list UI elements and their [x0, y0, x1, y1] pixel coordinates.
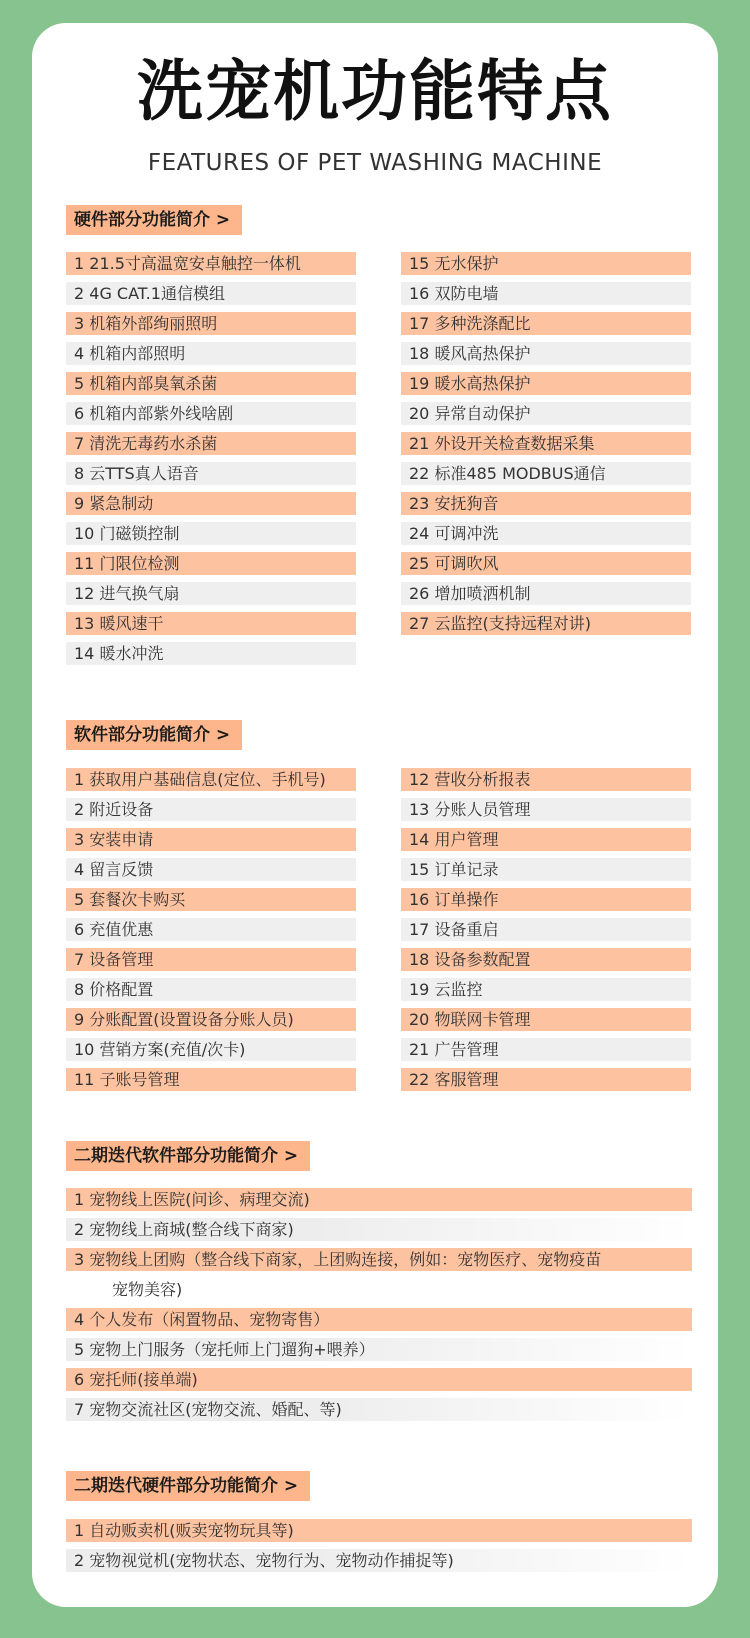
list-item: 24 可调冲洗 — [401, 522, 691, 545]
list-item: 4 机箱内部照明 — [66, 342, 356, 365]
list-item: 13 分账人员管理 — [401, 798, 691, 821]
list-item: 4 留言反馈 — [66, 858, 356, 881]
page-subtitle: FEATURES OF PET WASHING MACHINE — [147, 150, 603, 176]
list-item: 18 设备参数配置 — [401, 948, 691, 971]
list-item: 20 物联网卡管理 — [401, 1008, 691, 1031]
list-item: 18 暖风高热保护 — [401, 342, 691, 365]
list-item: 10 门磁锁控制 — [66, 522, 356, 545]
list-item: 16 双防电墙 — [401, 282, 691, 305]
section-heading-hardware: 硬件部分功能简介 > — [66, 205, 242, 235]
list-item: 8 云TTS真人语音 — [66, 462, 356, 485]
list-item: 5 机箱内部臭氧杀菌 — [66, 372, 356, 395]
list-item: 11 门限位检测 — [66, 552, 356, 575]
list-item: 6 充值优惠 — [66, 918, 356, 941]
list-item: 22 标准485 MODBUS通信 — [401, 462, 691, 485]
list-item: 14 暖水冲洗 — [66, 642, 356, 665]
list-item: 25 可调吹风 — [401, 552, 691, 575]
list-item: 1 宠物线上医院(问诊、病理交流) — [66, 1188, 692, 1211]
list-item: 16 订单操作 — [401, 888, 691, 911]
list-item: 15 无水保护 — [401, 252, 691, 275]
list-item: 4 个人发布（闲置物品、宠物寄售） — [66, 1308, 692, 1331]
list-item: 12 进气换气扇 — [66, 582, 356, 605]
list-item: 11 子账号管理 — [66, 1068, 356, 1091]
list-item: 23 安抚狗音 — [401, 492, 691, 515]
list-item: 21 外设开关检查数据采集 — [401, 432, 691, 455]
list-item: 2 4G CAT.1通信模组 — [66, 282, 356, 305]
list-item: 7 清洗无毒药水杀菌 — [66, 432, 356, 455]
list-item: 3 宠物线上团购（整合线下商家，上团购连接，例如：宠物医疗、宠物疫苗 — [66, 1248, 692, 1271]
list-item: 17 多种洗涤配比 — [401, 312, 691, 335]
list-item: 8 价格配置 — [66, 978, 356, 1001]
list-item: 6 宠托师(接单端) — [66, 1368, 692, 1391]
list-item: 3 安装申请 — [66, 828, 356, 851]
list-item: 1 获取用户基础信息(定位、手机号) — [66, 768, 356, 791]
list-item: 7 设备管理 — [66, 948, 356, 971]
list-item: 6 机箱内部紫外线啥剧 — [66, 402, 356, 425]
section-heading-software: 软件部分功能简介 > — [66, 720, 242, 750]
section-heading-phase2-hardware: 二期迭代硬件部分功能简介 > — [66, 1471, 310, 1501]
list-item: 3 机箱外部绚丽照明 — [66, 312, 356, 335]
list-item: 13 暖风速干 — [66, 612, 356, 635]
list-item: 2 宠物线上商城(整合线下商家) — [66, 1218, 692, 1241]
list-item: 2 附近设备 — [66, 798, 356, 821]
list-item-continuation: 宠物美容) — [112, 1280, 183, 1299]
list-item: 7 宠物交流社区(宠物交流、婚配、等) — [66, 1398, 692, 1421]
list-item: 5 宠物上门服务（宠托师上门遛狗+喂养） — [66, 1338, 692, 1361]
list-item: 27 云监控(支持远程对讲) — [401, 612, 691, 635]
list-item: 22 客服管理 — [401, 1068, 691, 1091]
list-item: 2 宠物视觉机(宠物状态、宠物行为、宠物动作捕捉等) — [66, 1549, 692, 1572]
page-title: 洗宠机功能特点 — [137, 53, 613, 130]
list-item: 19 云监控 — [401, 978, 691, 1001]
list-item: 5 套餐次卡购买 — [66, 888, 356, 911]
list-item: 10 营销方案(充值/次卡) — [66, 1038, 356, 1061]
list-item: 14 用户管理 — [401, 828, 691, 851]
list-item: 21 广告管理 — [401, 1038, 691, 1061]
list-item: 20 异常自动保护 — [401, 402, 691, 425]
list-item: 9 紧急制动 — [66, 492, 356, 515]
list-item: 19 暖水高热保护 — [401, 372, 691, 395]
list-item: 15 订单记录 — [401, 858, 691, 881]
list-item: 1 21.5寸高温宽安卓触控一体机 — [66, 252, 356, 275]
list-item: 17 设备重启 — [401, 918, 691, 941]
list-item: 12 营收分析报表 — [401, 768, 691, 791]
list-item: 9 分账配置(设置设备分账人员) — [66, 1008, 356, 1031]
list-item: 1 自动贩卖机(贩卖宠物玩具等) — [66, 1519, 692, 1542]
section-heading-phase2-software: 二期迭代软件部分功能简介 > — [66, 1141, 310, 1171]
list-item: 26 增加喷洒机制 — [401, 582, 691, 605]
